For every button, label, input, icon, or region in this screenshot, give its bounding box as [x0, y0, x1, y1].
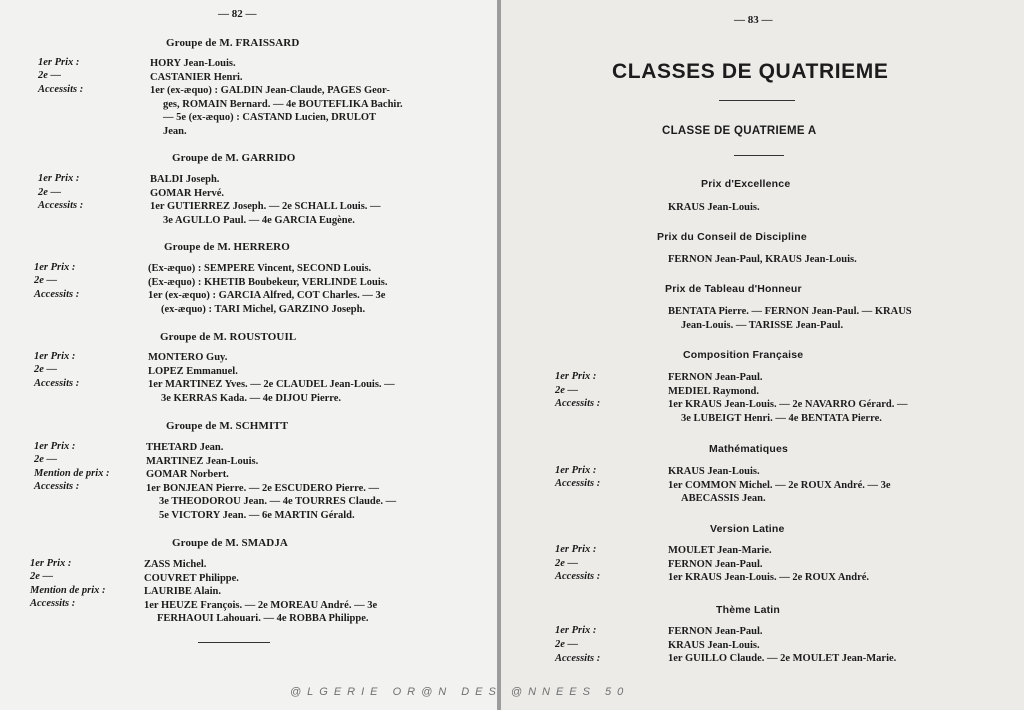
winner-line: FERNON Jean-Paul.	[668, 558, 763, 570]
winner-line: 1er HEUZE François. — 2e MOREAU André. — 3e	[144, 599, 378, 611]
prize-label: Accessits :	[38, 200, 84, 211]
winner-line: FERNON Jean-Paul.	[668, 626, 763, 637]
winner-line: 1er KRAUS Jean-Louis. — 2e NAVARRO Gérard. —	[668, 399, 908, 410]
prize-label: 1er Prix :	[38, 173, 80, 184]
winner-line: ZASS Michel.	[144, 559, 207, 570]
prize-label: 1er Prix :	[30, 558, 72, 569]
left-page	[0, 0, 497, 710]
winner-line: FERHAOUI Lahouari. — 4e ROBBA Philippe.	[157, 613, 369, 624]
winner-line: GOMAR Hervé.	[150, 187, 225, 199]
winner-line: 1er GUILLO Claude. — 2e MOULET Jean-Marie.	[668, 653, 897, 664]
prize-label: 2e —	[38, 187, 62, 198]
winner-line: Jean.	[163, 125, 187, 137]
prize-label: 1er Prix :	[34, 351, 76, 362]
winner-line: KRAUS Jean-Louis.	[668, 639, 760, 651]
prize-label: 1er Prix :	[555, 371, 597, 382]
prize-label: 2e —	[34, 364, 58, 375]
prize-title: Version Latine	[710, 523, 785, 535]
prize-label: Mention de prix :	[34, 468, 110, 479]
watermark: @LGERIE OR@N DES @NNEES 50	[290, 686, 630, 698]
winner-line: HORY Jean-Louis.	[150, 58, 236, 69]
subtitle-rule	[734, 155, 784, 156]
prize-label: 1er Prix :	[38, 57, 80, 68]
prize-title: Prix d'Excellence	[701, 178, 791, 190]
prize-label: Accessits :	[38, 84, 84, 95]
page-number: — 82 —	[218, 8, 257, 20]
winner-line: LOPEZ Emmanuel.	[148, 365, 238, 377]
class-subtitle: CLASSE DE QUATRIEME A	[662, 125, 817, 137]
prize-label: Mention de prix :	[30, 585, 106, 596]
winner-line: MARTINEZ Jean-Louis.	[146, 455, 259, 467]
prize-label: Accessits :	[34, 289, 80, 300]
winner-line: 1er GUTIERREZ Joseph. — 2e SCHALL Louis. —	[150, 201, 381, 212]
prize-title: Thème Latin	[716, 604, 781, 616]
prize-label: 1er Prix :	[34, 441, 76, 452]
winner-line: BENTATA Pierre. — FERNON Jean-Paul. — KRAUS	[668, 306, 912, 317]
group-title: Groupe de M. GARRIDO	[172, 152, 296, 164]
winner-line: MONTERO Guy.	[148, 352, 228, 363]
winner-line: — 5e (ex-æquo) : CASTAND Lucien, DRULOT	[163, 112, 377, 123]
prize-label: Accessits :	[555, 398, 601, 409]
prize-label: Accessits :	[30, 598, 76, 609]
prize-title: Prix du Conseil de Discipline	[657, 231, 807, 243]
group-title: Groupe de M. ROUSTOUIL	[160, 331, 297, 343]
winner-line: KRAUS Jean-Louis.	[668, 202, 760, 213]
winner-line: MEDIEL Raymond.	[668, 385, 760, 397]
prize-label: 2e —	[34, 275, 58, 286]
prize-label: 1er Prix :	[555, 544, 597, 555]
prize-label: Accessits :	[555, 478, 601, 489]
prize-label: 1er Prix :	[555, 625, 597, 636]
group-title: Groupe de M. HERRERO	[164, 241, 290, 253]
prize-label: Accessits :	[34, 481, 80, 492]
winner-line: 5e VICTORY Jean. — 6e MARTIN Gérald.	[159, 509, 355, 521]
winner-line: 3e AGULLO Paul. — 4e GARCIA Eugène.	[163, 214, 355, 226]
winner-line: 1er (ex-æquo) : GALDIN Jean-Claude, PAGES Geor-	[150, 85, 390, 96]
winner-line: MOULET Jean-Marie.	[668, 545, 772, 556]
end-rule	[198, 642, 270, 643]
group-title: Groupe de M. FRAISSARD	[166, 37, 300, 49]
prize-label: 1er Prix :	[34, 262, 76, 273]
winner-line: FERNON Jean-Paul, KRAUS Jean-Louis.	[668, 254, 857, 265]
prize-title: Prix de Tableau d'Honneur	[665, 283, 802, 295]
winner-line: (Ex-æquo) : KHETIB Boubekeur, VERLINDE Louis.	[148, 276, 388, 288]
main-title: CLASSES DE QUATRIEME	[612, 60, 889, 83]
prize-label: 2e —	[555, 639, 579, 650]
winner-line: KRAUS Jean-Louis.	[668, 466, 760, 477]
winner-line: 1er MARTINEZ Yves. — 2e CLAUDEL Jean-Louis. —	[148, 379, 395, 390]
winner-line: 1er BONJEAN Pierre. — 2e ESCUDERO Pierre. —	[146, 482, 379, 494]
prize-label: 1er Prix :	[555, 465, 597, 476]
prize-label: Accessits :	[555, 571, 601, 582]
prize-title: Composition Française	[683, 349, 804, 361]
winner-line: (ex-æquo) : TARI Michel, GARZINO Joseph.	[161, 303, 366, 315]
winner-line: GOMAR Norbert.	[146, 469, 229, 480]
group-title: Groupe de M. SCHMITT	[166, 420, 289, 432]
winner-line: 3e KERRAS Kada. — 4e DIJOU Pierre.	[161, 392, 342, 404]
winner-line: (Ex-æquo) : SEMPERE Vincent, SECOND Louis.	[148, 263, 372, 274]
prize-label: Accessits :	[555, 653, 601, 664]
prize-title: Mathématiques	[709, 443, 789, 455]
winner-line: 3e THEODOROU Jean. — 4e TOURRES Claude. —	[159, 496, 397, 507]
winner-line: LAURIBE Alain.	[144, 586, 222, 597]
winner-line: Jean-Louis. — TARISSE Jean-Paul.	[681, 319, 844, 331]
prize-label: 2e —	[34, 454, 58, 465]
prize-label: 2e —	[38, 70, 62, 81]
page-number: — 83 —	[734, 14, 773, 26]
prize-label: 2e —	[30, 571, 54, 582]
title-rule	[719, 100, 795, 101]
winner-line: 1er (ex-æquo) : GARCIA Alfred, COT Charles. — 3e	[148, 290, 386, 301]
right-page	[501, 0, 1024, 710]
prize-label: 2e —	[555, 558, 579, 569]
winner-line: 1er KRAUS Jean-Louis. — 2e ROUX André.	[668, 572, 870, 583]
winner-line: FERNON Jean-Paul.	[668, 372, 763, 383]
winner-line: COUVRET Philippe.	[144, 572, 239, 584]
winner-line: 1er COMMON Michel. — 2e ROUX André. — 3e	[668, 479, 891, 491]
winner-line: 3e LUBEIGT Henri. — 4e BENTATA Pierre.	[681, 412, 882, 424]
prize-label: Accessits :	[34, 378, 80, 389]
group-title: Groupe de M. SMADJA	[172, 537, 288, 549]
winner-line: ABECASSIS Jean.	[681, 493, 766, 504]
winner-line: ges, ROMAIN Bernard. — 4e BOUTEFLIKA Bachir.	[163, 98, 403, 110]
winner-line: BALDI Joseph.	[150, 174, 220, 185]
winner-line: THETARD Jean.	[146, 442, 224, 453]
winner-line: CASTANIER Henri.	[150, 71, 243, 83]
prize-label: 2e —	[555, 385, 579, 396]
